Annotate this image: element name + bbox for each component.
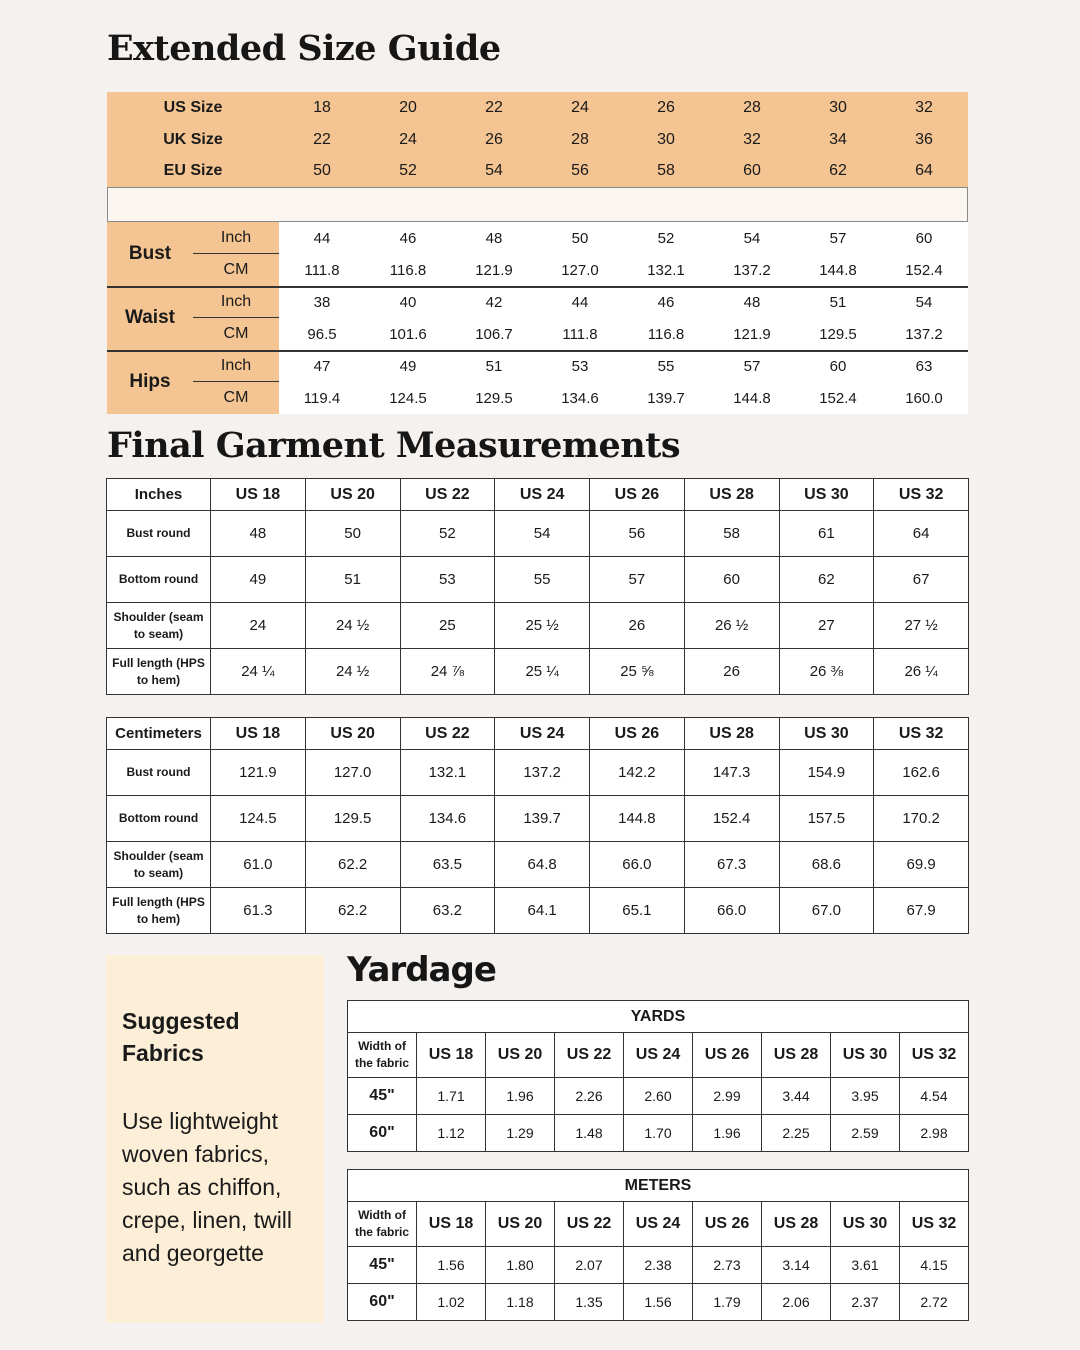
title-row bbox=[348, 1001, 969, 1033]
table-row bbox=[107, 511, 969, 557]
fabrics-title: Suggested Fabrics bbox=[122, 1008, 240, 1066]
cell: 30 bbox=[657, 131, 675, 148]
cell: 48 bbox=[211, 511, 306, 557]
cell: 50 bbox=[313, 162, 331, 179]
cell: 139.7 bbox=[495, 796, 590, 842]
cell: 65.1 bbox=[590, 888, 685, 934]
column-header: US 18 bbox=[417, 1033, 486, 1078]
cell: 1.80 bbox=[486, 1247, 555, 1284]
cell: 152.4 bbox=[684, 796, 779, 842]
cell: 48 bbox=[485, 229, 503, 247]
cell: 64.8 bbox=[495, 842, 590, 888]
cell: 48 bbox=[743, 293, 761, 311]
column-header: US 28 bbox=[684, 718, 779, 750]
cell: 116.8 bbox=[389, 261, 427, 279]
corner-cell: Width of the fabric bbox=[348, 1033, 417, 1078]
cell: 32 bbox=[915, 99, 933, 116]
cell: 36 bbox=[915, 131, 933, 148]
group-label: Bust bbox=[128, 243, 172, 264]
cell: 1.29 bbox=[486, 1115, 555, 1152]
width-label: 60" bbox=[348, 1284, 417, 1321]
corner-cell: Centimeters bbox=[107, 718, 211, 750]
cell: 142.2 bbox=[590, 750, 685, 796]
column-header: US 20 bbox=[486, 1202, 555, 1247]
cell: 22 bbox=[313, 131, 331, 148]
column-header: US 26 bbox=[693, 1033, 762, 1078]
cell: 55 bbox=[495, 557, 590, 603]
column-header: US 22 bbox=[555, 1033, 624, 1078]
column-header: US 28 bbox=[762, 1202, 831, 1247]
cell: 139.7 bbox=[647, 389, 685, 407]
row-label: EU Size bbox=[163, 162, 223, 179]
cell: 51 bbox=[305, 557, 400, 603]
value-row bbox=[279, 350, 968, 382]
cell: 129.5 bbox=[305, 796, 400, 842]
cell: 54 bbox=[485, 162, 503, 179]
size-guide-table bbox=[107, 92, 968, 414]
column-header: US 20 bbox=[486, 1033, 555, 1078]
cell: 2.73 bbox=[693, 1247, 762, 1284]
cell: 1.96 bbox=[486, 1078, 555, 1115]
cell: 54 bbox=[915, 293, 933, 311]
cell: 3.61 bbox=[831, 1247, 900, 1284]
value-row bbox=[279, 318, 968, 350]
cell: 144.8 bbox=[819, 261, 857, 279]
fabrics-text: Use lightweight woven fabrics, such as chiffon, crepe, linen, twill and georgette bbox=[122, 1108, 293, 1266]
column-header: US 26 bbox=[590, 718, 685, 750]
cell: 2.38 bbox=[624, 1247, 693, 1284]
row-label: UK Size bbox=[163, 131, 223, 148]
cell: 1.70 bbox=[624, 1115, 693, 1152]
cell: 170.2 bbox=[874, 796, 969, 842]
column-header: US 18 bbox=[417, 1202, 486, 1247]
column-header: US 32 bbox=[874, 718, 969, 750]
cell: 49 bbox=[399, 357, 417, 375]
size-guide-spacer bbox=[107, 187, 968, 222]
unit-label: Inch bbox=[220, 357, 252, 374]
cell: 2.99 bbox=[693, 1078, 762, 1115]
cell: 60 bbox=[684, 557, 779, 603]
cell: 53 bbox=[400, 557, 495, 603]
us-size-row bbox=[107, 92, 968, 124]
cell: 49 bbox=[211, 557, 306, 603]
cell: 67 bbox=[874, 557, 969, 603]
unit-label: CM bbox=[223, 389, 249, 406]
cell: 1.12 bbox=[417, 1115, 486, 1152]
size-guide-body bbox=[107, 222, 968, 414]
cell: 2.98 bbox=[900, 1115, 969, 1152]
cell: 56 bbox=[590, 511, 685, 557]
cell: 132.1 bbox=[647, 261, 685, 279]
column-header: US 18 bbox=[211, 479, 306, 511]
value-row bbox=[279, 254, 968, 286]
table-row bbox=[107, 796, 969, 842]
width-label: 60" bbox=[348, 1115, 417, 1152]
cell: 157.5 bbox=[779, 796, 874, 842]
header-row bbox=[107, 718, 969, 750]
row-label: Bust round bbox=[107, 750, 211, 796]
row-label: Full length (HPS to hem) bbox=[107, 888, 211, 934]
cell: 34 bbox=[829, 131, 847, 148]
cell: 64.1 bbox=[495, 888, 590, 934]
cell: 42 bbox=[485, 293, 503, 311]
cell: 160.0 bbox=[905, 389, 943, 407]
cell: 44 bbox=[571, 293, 589, 311]
cell: 57 bbox=[829, 229, 847, 247]
cell: 127.0 bbox=[561, 261, 599, 279]
cell: 20 bbox=[399, 99, 417, 116]
cell: 1.56 bbox=[417, 1247, 486, 1284]
hips-group bbox=[107, 350, 968, 414]
cell: 61.3 bbox=[211, 888, 306, 934]
row-label: US Size bbox=[163, 99, 223, 116]
value-row bbox=[279, 382, 968, 414]
cell: 54 bbox=[495, 511, 590, 557]
table-row bbox=[348, 1284, 969, 1321]
cell: 26 ⅜ bbox=[779, 649, 874, 695]
row-label: Bottom round bbox=[107, 796, 211, 842]
cell: 3.95 bbox=[831, 1078, 900, 1115]
header-row bbox=[348, 1202, 969, 1247]
cell: 147.3 bbox=[684, 750, 779, 796]
column-header: US 22 bbox=[400, 479, 495, 511]
uk-size-row bbox=[107, 124, 968, 156]
cell: 62.2 bbox=[305, 842, 400, 888]
column-header: US 30 bbox=[779, 479, 874, 511]
cell: 27 ½ bbox=[874, 603, 969, 649]
cell: 60 bbox=[743, 162, 761, 179]
cell: 111.8 bbox=[304, 261, 340, 279]
cell: 47 bbox=[313, 357, 331, 375]
cell: 54 bbox=[743, 229, 761, 247]
cell: 2.59 bbox=[831, 1115, 900, 1152]
cell: 2.37 bbox=[831, 1284, 900, 1321]
cell: 1.35 bbox=[555, 1284, 624, 1321]
eu-size-row bbox=[107, 155, 968, 187]
cell: 26 bbox=[657, 99, 675, 116]
cell: 132.1 bbox=[400, 750, 495, 796]
cell: 1.71 bbox=[417, 1078, 486, 1115]
cell: 119.4 bbox=[303, 389, 341, 407]
cell: 58 bbox=[657, 162, 675, 179]
cell: 24 ½ bbox=[305, 649, 400, 695]
cell: 129.5 bbox=[475, 389, 513, 407]
cell: 2.72 bbox=[900, 1284, 969, 1321]
table-row bbox=[348, 1247, 969, 1284]
cell: 24 ½ bbox=[305, 603, 400, 649]
value-row bbox=[279, 222, 968, 254]
column-header: US 30 bbox=[831, 1202, 900, 1247]
row-label: Bust round bbox=[107, 511, 211, 557]
bust-group bbox=[107, 222, 968, 286]
column-header: US 28 bbox=[684, 479, 779, 511]
cell: 1.18 bbox=[486, 1284, 555, 1321]
table-row bbox=[348, 1078, 969, 1115]
cell: 28 bbox=[743, 99, 761, 116]
cell: 24 ⅞ bbox=[400, 649, 495, 695]
cell: 2.26 bbox=[555, 1078, 624, 1115]
cell: 50 bbox=[571, 229, 589, 247]
unit-label: CM bbox=[223, 325, 249, 342]
cell: 111.8 bbox=[562, 325, 598, 343]
cell: 144.8 bbox=[733, 389, 771, 407]
cell: 62 bbox=[829, 162, 847, 179]
cell: 137.2 bbox=[733, 261, 771, 279]
cell: 46 bbox=[657, 293, 675, 311]
cell: 129.5 bbox=[819, 325, 857, 343]
cell: 4.15 bbox=[900, 1247, 969, 1284]
table-row bbox=[348, 1115, 969, 1152]
cell: 32 bbox=[743, 131, 761, 148]
column-header: US 18 bbox=[211, 718, 306, 750]
cell: 154.9 bbox=[779, 750, 874, 796]
cell: 1.56 bbox=[624, 1284, 693, 1321]
row-label: Full length (HPS to hem) bbox=[107, 649, 211, 695]
cell: 106.7 bbox=[475, 325, 513, 343]
cell: 26 ¼ bbox=[874, 649, 969, 695]
meters-table bbox=[347, 1169, 969, 1321]
cell: 18 bbox=[313, 99, 331, 116]
cell: 24 bbox=[571, 99, 589, 116]
column-header: US 32 bbox=[874, 479, 969, 511]
table-row bbox=[107, 750, 969, 796]
cell: 28 bbox=[571, 131, 589, 148]
cell: 26 ½ bbox=[684, 603, 779, 649]
cell: 4.54 bbox=[900, 1078, 969, 1115]
unit-label: CM bbox=[223, 261, 249, 278]
cell: 25 ⅝ bbox=[590, 649, 685, 695]
unit-label: Inch bbox=[220, 293, 252, 310]
column-header: US 24 bbox=[624, 1033, 693, 1078]
cell: 67.9 bbox=[874, 888, 969, 934]
table-row bbox=[107, 603, 969, 649]
row-label: Shoulder (seam to seam) bbox=[107, 603, 211, 649]
cell: 40 bbox=[399, 293, 417, 311]
cell: 24 bbox=[399, 131, 417, 148]
cell: 69.9 bbox=[874, 842, 969, 888]
cell: 3.44 bbox=[762, 1078, 831, 1115]
table-title: METERS bbox=[348, 1170, 969, 1202]
suggested-fabrics-panel bbox=[106, 955, 324, 1323]
cell: 2.07 bbox=[555, 1247, 624, 1284]
corner-cell: Width of the fabric bbox=[348, 1202, 417, 1247]
cell: 60 bbox=[915, 229, 933, 247]
yards-table bbox=[347, 1000, 969, 1152]
garment-title: Final Garment Measurements bbox=[107, 425, 681, 466]
cell: 51 bbox=[485, 357, 503, 375]
cell: 63.2 bbox=[400, 888, 495, 934]
value-row bbox=[279, 286, 968, 318]
cell: 121.9 bbox=[211, 750, 306, 796]
cell: 134.6 bbox=[561, 389, 599, 407]
column-header: US 32 bbox=[900, 1033, 969, 1078]
cell: 124.5 bbox=[389, 389, 427, 407]
cell: 25 bbox=[400, 603, 495, 649]
cell: 57 bbox=[743, 357, 761, 375]
cell: 46 bbox=[399, 229, 417, 247]
column-header: US 22 bbox=[555, 1202, 624, 1247]
header-row bbox=[107, 479, 969, 511]
cell: 60 bbox=[829, 357, 847, 375]
cell: 67.3 bbox=[684, 842, 779, 888]
width-label: 45" bbox=[348, 1078, 417, 1115]
cell: 53 bbox=[571, 357, 589, 375]
cell: 38 bbox=[313, 293, 331, 311]
cell: 66.0 bbox=[590, 842, 685, 888]
cell: 2.60 bbox=[624, 1078, 693, 1115]
cell: 116.8 bbox=[647, 325, 685, 343]
cell: 25 ½ bbox=[495, 603, 590, 649]
size-guide-title: Extended Size Guide bbox=[107, 28, 501, 69]
cell: 26 bbox=[684, 649, 779, 695]
cell: 52 bbox=[400, 511, 495, 557]
width-label: 45" bbox=[348, 1247, 417, 1284]
waist-group bbox=[107, 286, 968, 350]
column-header: US 26 bbox=[590, 479, 685, 511]
cell: 162.6 bbox=[874, 750, 969, 796]
cell: 64 bbox=[874, 511, 969, 557]
yardage-title: Yardage bbox=[347, 950, 496, 990]
column-header: US 30 bbox=[779, 718, 874, 750]
cell: 96.5 bbox=[307, 325, 337, 343]
group-label: Hips bbox=[129, 371, 171, 392]
table-row bbox=[107, 649, 969, 695]
cell: 30 bbox=[829, 99, 847, 116]
cell: 1.02 bbox=[417, 1284, 486, 1321]
corner-cell: Inches bbox=[107, 479, 211, 511]
cell: 56 bbox=[571, 162, 589, 179]
column-header: US 30 bbox=[831, 1033, 900, 1078]
cell: 1.79 bbox=[693, 1284, 762, 1321]
cell: 27 bbox=[779, 603, 874, 649]
cell: 1.48 bbox=[555, 1115, 624, 1152]
cell: 62.2 bbox=[305, 888, 400, 934]
cell: 101.6 bbox=[389, 325, 427, 343]
cell: 61 bbox=[779, 511, 874, 557]
cell: 52 bbox=[399, 162, 417, 179]
garment-cm-table bbox=[106, 717, 969, 934]
cell: 2.06 bbox=[762, 1284, 831, 1321]
cell: 24 bbox=[211, 603, 306, 649]
cell: 68.6 bbox=[779, 842, 874, 888]
cell: 137.2 bbox=[495, 750, 590, 796]
cell: 134.6 bbox=[400, 796, 495, 842]
cell: 63 bbox=[915, 357, 933, 375]
cell: 52 bbox=[657, 229, 675, 247]
cell: 64 bbox=[915, 162, 933, 179]
cell: 121.9 bbox=[733, 325, 771, 343]
cell: 61.0 bbox=[211, 842, 306, 888]
cell: 62 bbox=[779, 557, 874, 603]
column-header: US 24 bbox=[495, 479, 590, 511]
title-row bbox=[348, 1170, 969, 1202]
column-header: US 20 bbox=[305, 479, 400, 511]
cell: 44 bbox=[313, 229, 331, 247]
column-header: US 26 bbox=[693, 1202, 762, 1247]
cell: 124.5 bbox=[211, 796, 306, 842]
cell: 127.0 bbox=[305, 750, 400, 796]
table-row bbox=[107, 842, 969, 888]
cell: 55 bbox=[657, 357, 675, 375]
table-row bbox=[107, 557, 969, 603]
cell: 26 bbox=[590, 603, 685, 649]
column-header: US 24 bbox=[624, 1202, 693, 1247]
column-header: US 20 bbox=[305, 718, 400, 750]
row-label: Shoulder (seam to seam) bbox=[107, 842, 211, 888]
cell: 66.0 bbox=[684, 888, 779, 934]
column-header: US 28 bbox=[762, 1033, 831, 1078]
row-label: Bottom round bbox=[107, 557, 211, 603]
cell: 67.0 bbox=[779, 888, 874, 934]
cell: 152.4 bbox=[819, 389, 857, 407]
cell: 58 bbox=[684, 511, 779, 557]
cell: 57 bbox=[590, 557, 685, 603]
table-title: YARDS bbox=[348, 1001, 969, 1033]
size-guide-header bbox=[107, 92, 968, 187]
cell: 24 ¼ bbox=[211, 649, 306, 695]
cell: 3.14 bbox=[762, 1247, 831, 1284]
cell: 51 bbox=[829, 293, 847, 311]
cell: 25 ¼ bbox=[495, 649, 590, 695]
header-row bbox=[348, 1033, 969, 1078]
column-header: US 24 bbox=[495, 718, 590, 750]
column-header: US 32 bbox=[900, 1202, 969, 1247]
unit-label: Inch bbox=[220, 229, 252, 246]
cell: 22 bbox=[485, 99, 503, 116]
cell: 26 bbox=[485, 131, 503, 148]
cell: 137.2 bbox=[905, 325, 943, 343]
cell: 63.5 bbox=[400, 842, 495, 888]
column-header: US 22 bbox=[400, 718, 495, 750]
cell: 152.4 bbox=[905, 261, 943, 279]
cell: 1.96 bbox=[693, 1115, 762, 1152]
cell: 2.25 bbox=[762, 1115, 831, 1152]
group-label: Waist bbox=[125, 307, 175, 328]
cell: 144.8 bbox=[590, 796, 685, 842]
garment-inches-table bbox=[106, 478, 969, 695]
table-row bbox=[107, 888, 969, 934]
cell: 50 bbox=[305, 511, 400, 557]
cell: 121.9 bbox=[475, 261, 513, 279]
